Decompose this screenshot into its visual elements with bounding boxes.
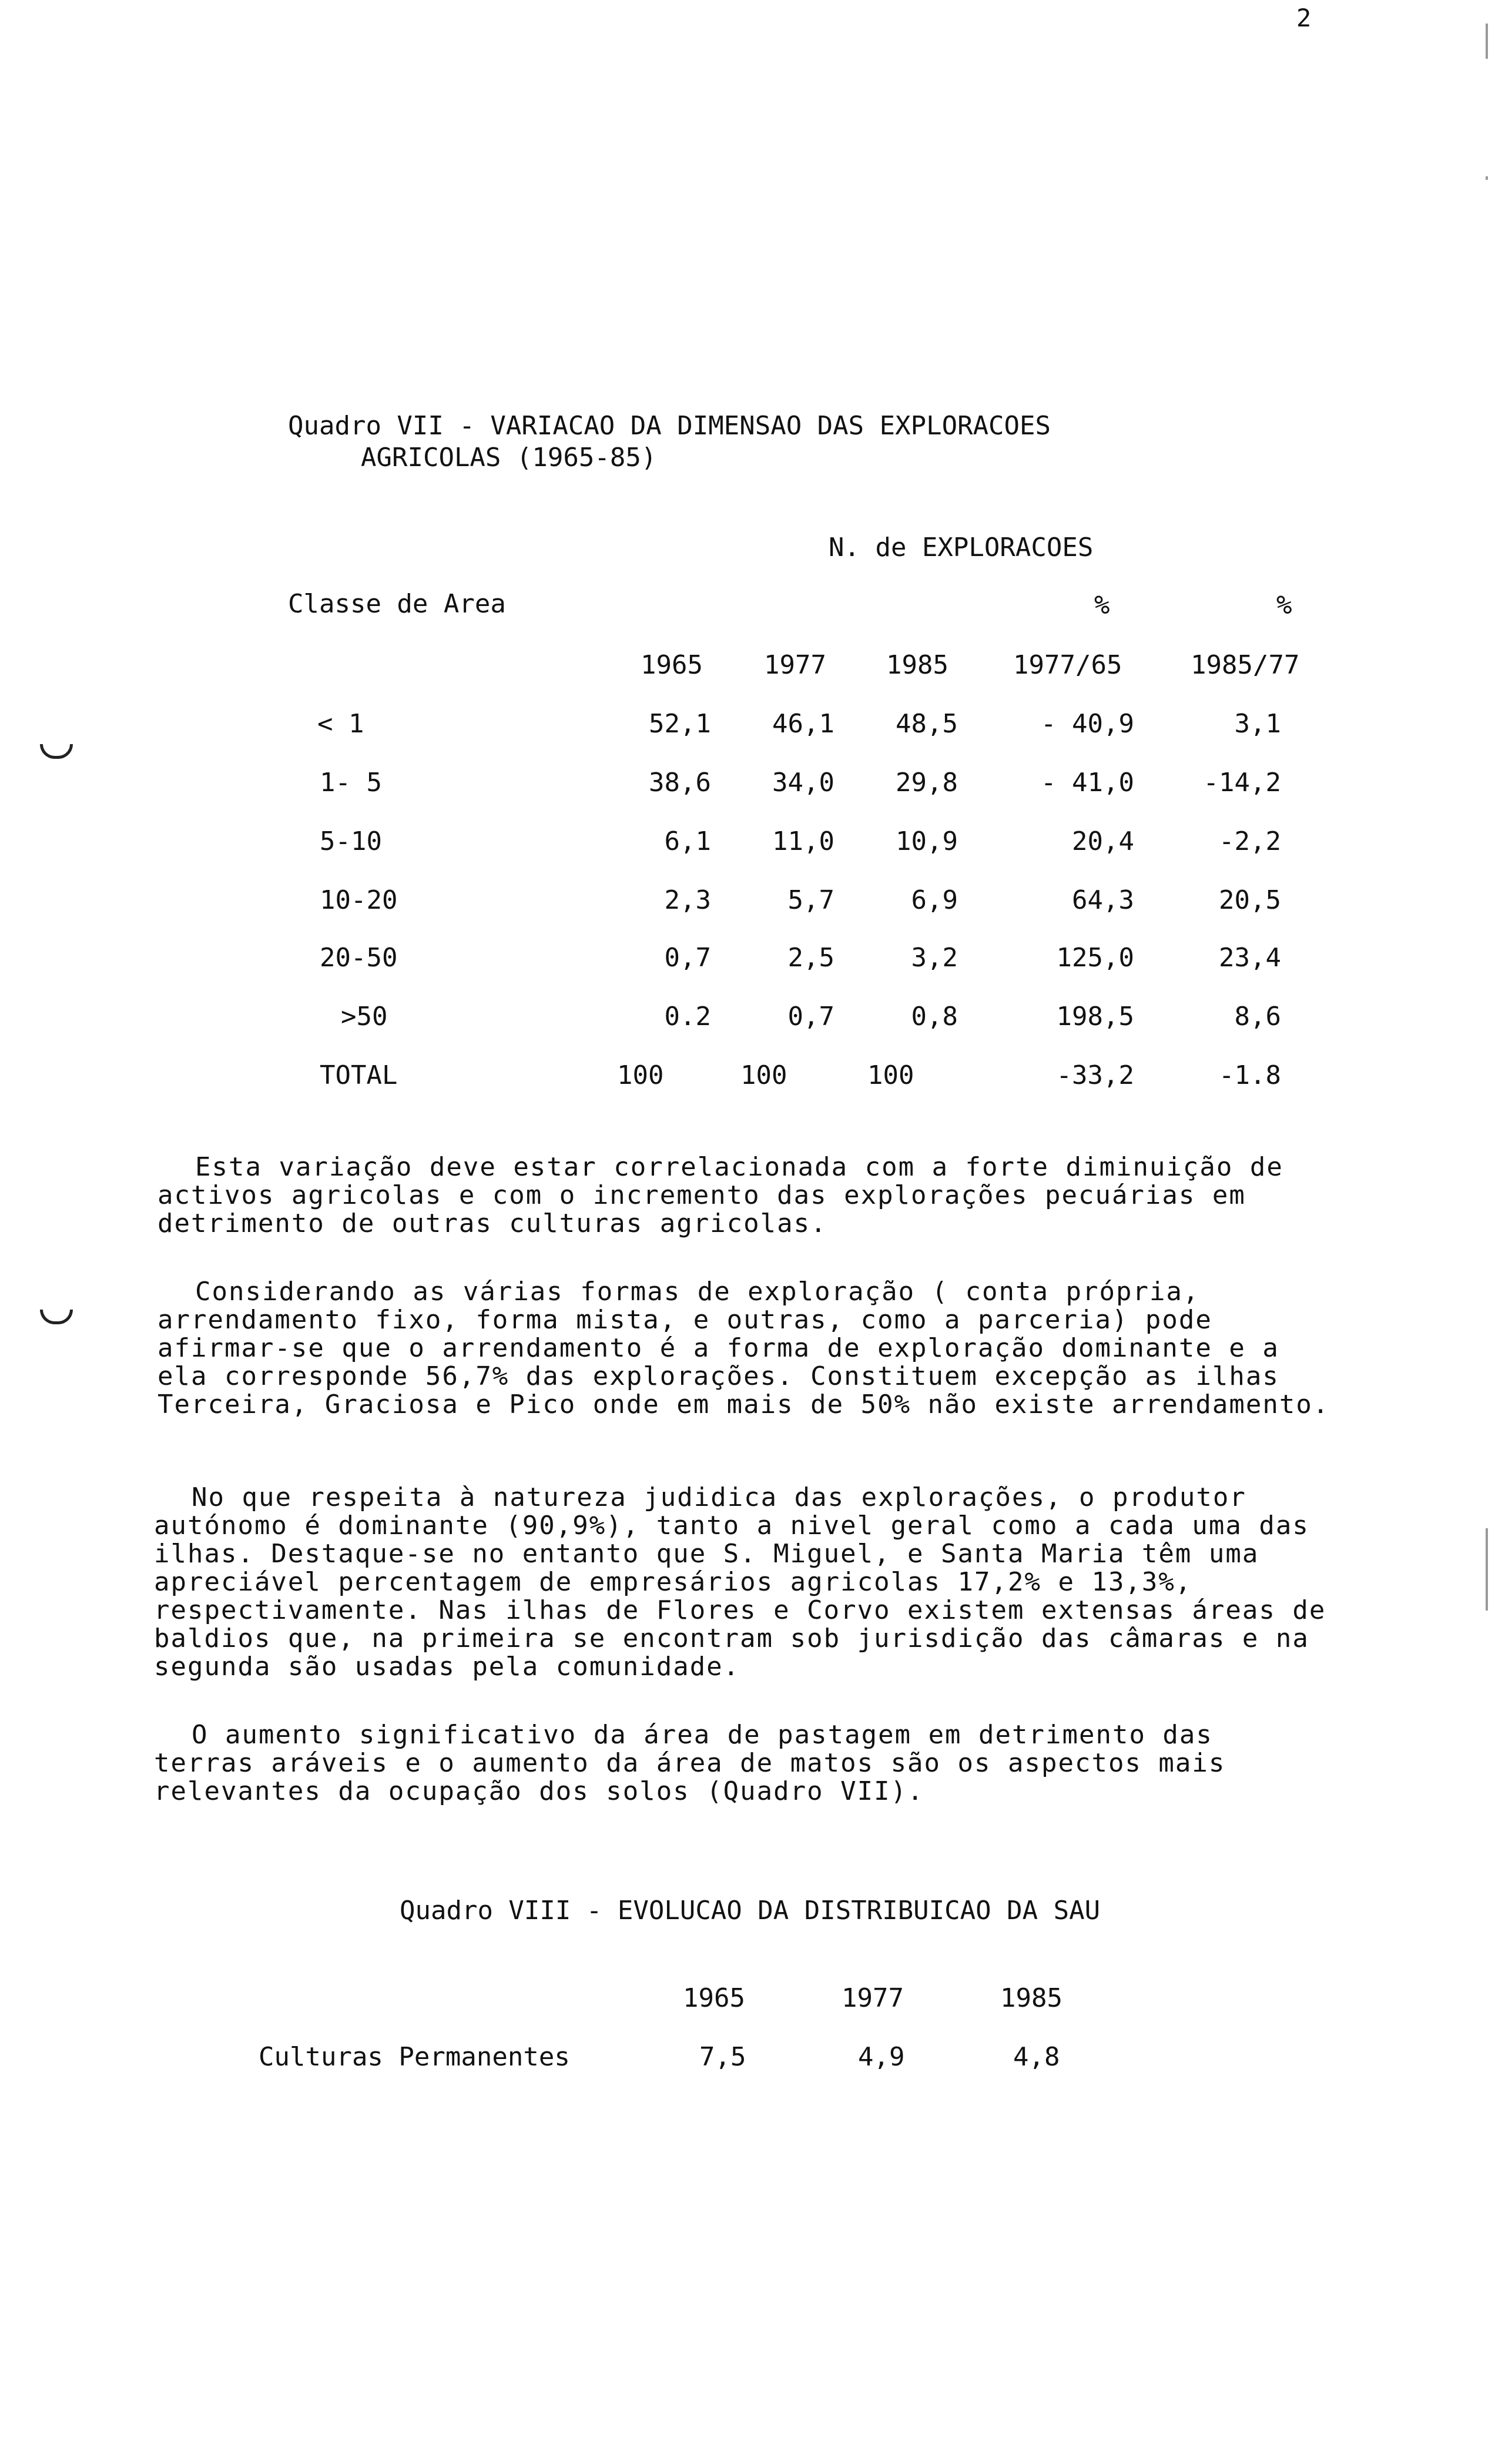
table7-col-header: 1965 — [641, 650, 703, 680]
cell: - 40,9 — [1041, 709, 1134, 739]
cell: 8,6 — [1234, 1002, 1281, 1032]
table8-col-header: 1965 — [683, 1983, 745, 2013]
cell: 0,7 — [787, 1002, 834, 1032]
cell: 2,5 — [787, 943, 834, 973]
table8-col-header: 1977 — [842, 1983, 904, 2013]
paragraph — [154, 1484, 1329, 1681]
cell: 10,9 — [896, 826, 958, 856]
cell: 4,9 — [858, 2042, 905, 2072]
cell: 46,1 — [772, 709, 834, 739]
cell: -2,2 — [1219, 826, 1281, 856]
cell: -1.8 — [1219, 1060, 1281, 1090]
cell: 100 — [867, 1060, 914, 1090]
cell: 125,0 — [1056, 943, 1134, 973]
paragraph — [157, 1153, 1333, 1238]
paragraph-text: No que respeita à natureza judidica das explorações, o produtor autónomo é dominante (90,9%), tanto a nivel geral como a cada uma das ilhas. Destaque-se no entanto que S. Miguel, e Santa Maria têm uma apreciável percentagem de empresários agricolas 17,2% e 13,3%, respectivamente. Nas ilhas de Flores e Corvo existem extensas áreas de baldios que, na primeira se encontram sob jurisdição das câmaras e na segunda são usadas pela comunidade. — [154, 1482, 1326, 1682]
row-label: 5-10 — [320, 826, 382, 856]
cell: 6,1 — [664, 826, 711, 856]
table7-row-header: Classe de Area — [288, 589, 506, 619]
row-label: TOTAL — [320, 1060, 398, 1090]
table7-group-header: N. de EXPLORACOES — [829, 533, 1094, 563]
cell: 0,7 — [664, 943, 711, 973]
table7-col-header: 1985/77 — [1191, 650, 1300, 680]
table7-col-header: 1985 — [886, 650, 948, 680]
scan-edge-mark — [1486, 24, 1488, 59]
paragraph — [157, 1278, 1333, 1419]
cell: 52,1 — [649, 709, 711, 739]
table7-pct-symbol: % — [1276, 590, 1292, 620]
paragraph-text: Esta variação deve estar correlacionada com a forte diminuição de activos agricolas e com o incremento das explorações pecuárias em detrimento de outras culturas agricolas. — [157, 1152, 1283, 1238]
cell: -14,2 — [1203, 768, 1281, 798]
cell: 34,0 — [772, 768, 834, 798]
row-label: Culturas Permanentes — [259, 2042, 570, 2072]
cell: 48,5 — [896, 709, 958, 739]
cell: -33,2 — [1056, 1060, 1134, 1090]
paragraph — [154, 1721, 1329, 1806]
table7-col-header: 1977/65 — [1013, 650, 1122, 680]
row-label: < 1 — [317, 709, 364, 739]
row-label: 20-50 — [320, 943, 398, 973]
cell: - 41,0 — [1041, 768, 1134, 798]
paragraph-text: Considerando as várias formas de exploração ( conta própria, arrendamento fixo, forma mista, e outras, como a parceria) pode afirmar-se que o arrendamento é a forma de exploração dominante e a ela corresponde 56,7% das explorações. Constituem excepção as ilhas Terceira, Graciosa e Pico onde em mais de 50% não existe arrendamento. — [157, 1277, 1330, 1420]
paragraph-text: O aumento significativo da área de pastagem em detrimento das terras aráveis e o aumento da área de matos são os aspectos mais relevantes da ocupação dos solos (Quadro VII). — [154, 1720, 1226, 1806]
cell: 11,0 — [772, 826, 834, 856]
table7-title-line2: AGRICOLAS (1965-85) — [361, 443, 657, 473]
page-number: 2 — [1296, 4, 1312, 32]
cell: 3,1 — [1234, 709, 1281, 739]
cell: 4,8 — [1013, 2042, 1060, 2072]
cell: 38,6 — [649, 768, 711, 798]
margin-tick-mark — [40, 744, 73, 759]
cell: 7,5 — [699, 2042, 746, 2072]
cell: 64,3 — [1072, 885, 1134, 915]
cell: 29,8 — [896, 768, 958, 798]
margin-tick-mark — [40, 1310, 73, 1324]
cell: 5,7 — [787, 885, 834, 915]
cell: 2,3 — [664, 885, 711, 915]
table8-title: Quadro VIII - EVOLUCAO DA DISTRIBUICAO DA SAU — [400, 1896, 1101, 1926]
cell: 23,4 — [1219, 943, 1281, 973]
table7-title-line1: Quadro VII - VARIACAO DA DIMENSAO DAS EXPLORACOES — [288, 411, 1051, 441]
cell: 3,2 — [911, 943, 958, 973]
row-label: 10-20 — [320, 885, 398, 915]
cell: 20,4 — [1072, 826, 1134, 856]
scan-edge-mark — [1486, 1528, 1488, 1611]
cell: 100 — [740, 1060, 787, 1090]
table7-pct-symbol: % — [1094, 590, 1110, 620]
cell: 0,8 — [911, 1002, 958, 1032]
row-label: >50 — [341, 1002, 388, 1032]
cell: 6,9 — [911, 885, 958, 915]
scan-edge-mark — [1486, 176, 1488, 180]
cell: 100 — [617, 1060, 664, 1090]
table7-col-header: 1977 — [764, 650, 826, 680]
cell: 20,5 — [1219, 885, 1281, 915]
table8-col-header: 1985 — [1000, 1983, 1062, 2013]
row-label: 1- 5 — [320, 768, 382, 798]
cell: 0.2 — [664, 1002, 711, 1032]
cell: 198,5 — [1056, 1002, 1134, 1032]
